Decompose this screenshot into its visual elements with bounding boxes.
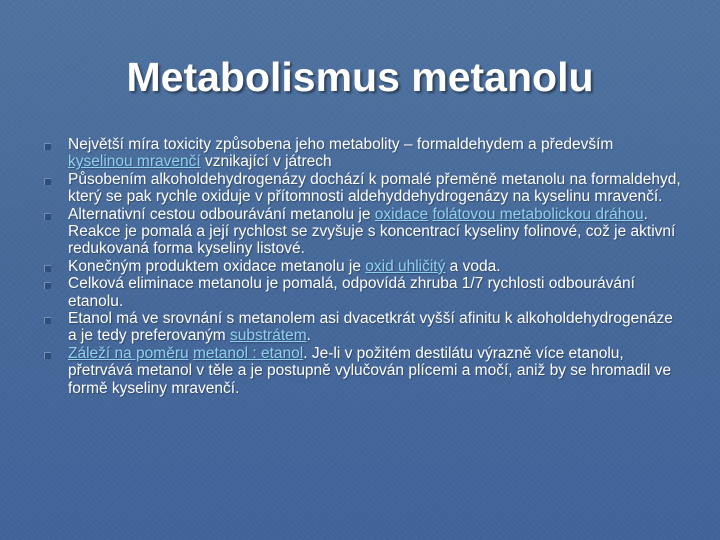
hyperlink[interactable]: folátovou metabolickou dráhou	[432, 205, 644, 223]
bullet-marker-icon	[44, 282, 51, 289]
bullet-text: Působením alkoholdehydrogenázy dochází k pomalé přeměně metanolu na formaldehyd, který se pak rychle oxiduje v přítomnosti aldehyddehydrogenázy na kyselinu mravenčí.	[68, 170, 681, 206]
bullet-text: Konečným produktem oxidace metanolu je	[68, 257, 366, 275]
bullet-item	[42, 258, 682, 275]
hyperlink[interactable]: substrátem	[229, 327, 307, 345]
hyperlink[interactable]: metanol : etanol	[192, 344, 304, 362]
bullet-item	[42, 171, 682, 206]
bullet-item	[42, 345, 682, 397]
bullet-text: Celková eliminace metanolu je pomalá, odpovídá zhruba 1/7 rychlosti odbourávání etanolu.	[68, 275, 635, 310]
bullet-item	[42, 275, 682, 310]
bullet-item	[42, 136, 682, 171]
bullet-text: .	[306, 327, 311, 345]
hyperlink[interactable]: Záleží na poměru	[68, 344, 189, 362]
bullet-text: vznikající v játrech	[200, 153, 332, 171]
bullet-marker-icon	[44, 178, 51, 185]
bullet-item	[42, 310, 682, 345]
slide-title: Metabolismus metanolu	[126, 54, 594, 100]
bullet-marker-icon	[44, 265, 51, 272]
bullet-marker-icon	[44, 317, 51, 324]
bullet-marker-icon	[44, 213, 51, 220]
bullet-marker-icon	[44, 143, 51, 150]
bullet-text: . Je-li v požitém destilátu výrazně více etanolu, přetrvává metanol v těle a je postupně vylučován plícemi a močí, aniž by se hromadil ve formě kyseliny mravenčí.	[68, 344, 672, 397]
bullet-text: Alternativní cestou odbourávání metanolu je	[68, 205, 375, 223]
hyperlink[interactable]: kyselinou mravenčí	[68, 153, 201, 171]
bullet-list	[42, 136, 682, 397]
bullet-text: a voda.	[445, 257, 501, 275]
bullet-item	[42, 206, 682, 258]
hyperlink[interactable]: oxidace	[374, 205, 429, 223]
bullet-text: . Reakce je pomalá a její rychlost se zvyšuje s koncentrací kyseliny folinové, což je aktivní redukovaná forma kyseliny listové.	[68, 205, 676, 258]
bullet-text: Etanol má ve srovnání s metanolem asi dvacetkrát vyšší afinitu k alkoholdehydrogenáze a je tedy preferovaným	[68, 310, 673, 345]
bullet-text: Největší míra toxicity způsobena jeho metabolity – formaldehydem a především	[68, 136, 614, 153]
bullet-marker-icon	[44, 352, 51, 359]
hyperlink[interactable]: oxid uhličitý	[365, 257, 446, 275]
